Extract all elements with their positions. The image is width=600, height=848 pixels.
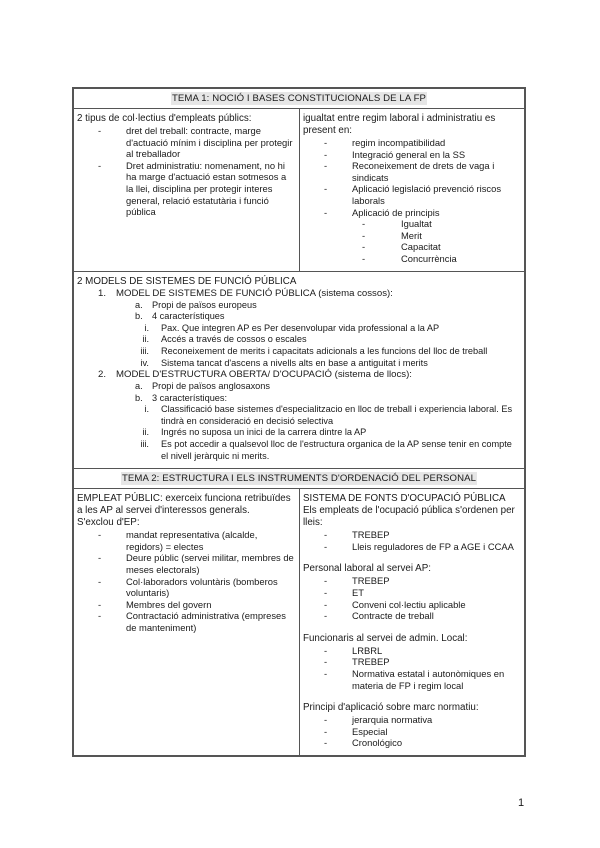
item-letter: a. <box>135 381 143 392</box>
list-item <box>77 300 521 312</box>
igualtat-lead: igualtat entre regim laboral i administratiu es present en: <box>303 113 496 136</box>
igualtat-list <box>303 137 521 265</box>
principis-label: Aplicació de principis <box>352 206 440 218</box>
model-1-title: MODEL DE SISTEMES DE FUNCIÓ PÚBLICA (sistema cossos): <box>116 287 393 299</box>
roman-num: i. <box>144 322 149 333</box>
list-item: - Deure públic (servei militar, membres de meses electorals) <box>77 552 296 575</box>
item-text: Accés a través de cossos o escales <box>161 334 307 345</box>
roman-num: ii. <box>142 427 149 438</box>
exclusions-list <box>77 529 296 633</box>
principle-text: Capacitat <box>401 241 441 253</box>
collectius-lead: 2 tipus de col·lectius d'empleats públics: <box>77 113 252 124</box>
models-title: 2 MODELS DE SISTEMES DE FUNCIÓ PÚBLICA <box>77 275 297 287</box>
model-2-sublist <box>116 381 521 462</box>
list-item <box>47 427 521 439</box>
notes-table <box>72 87 526 757</box>
tema1-row <box>74 109 524 272</box>
list-item: - Contractació administrativa (empreses de manteniment) <box>77 610 296 633</box>
models-cell <box>74 272 524 470</box>
list-item: - TREBEP <box>303 575 521 587</box>
models-list <box>77 288 521 463</box>
tema2-header <box>74 469 524 489</box>
fonts-title: SISTEMA DE FONTS D'OCUPACIÓ PÚBLICA <box>303 493 506 505</box>
list-item <box>303 253 521 265</box>
laboral-list <box>303 575 521 621</box>
principi-title: Principi d'aplicació sobre marc normatiu: <box>303 702 479 714</box>
roman-num: iii. <box>140 439 149 450</box>
list-item <box>303 218 521 230</box>
list-item: - dret del treball: contracte, marge d'actuació mínim i disciplina per protegir al treballador <box>77 125 296 160</box>
list-item: - Aplicació legislació prevenció riscos laborals <box>303 183 521 206</box>
exclusions-label: S'exclou d'EP: <box>77 517 140 529</box>
item-text: Propi de països europeus <box>152 299 257 310</box>
item-letter: a. <box>135 299 143 310</box>
item-text: 3 característiques: <box>152 392 228 403</box>
roman-num: iii. <box>140 345 149 356</box>
model-2-num: 2. <box>98 369 107 381</box>
tema2-title: TEMA 2: ESTRUCTURA I ELS INSTRUMENTS D'ORDENACIÓ DEL PERSONAL <box>121 473 477 485</box>
page-number: 1 <box>518 797 525 809</box>
fonts-intro-list <box>303 529 521 552</box>
item-text: Es pot accedir a qualsevol lloc de l'estructura organica de la AP sense tenir en compte el nivell jeràrquic ni merits. <box>161 439 512 461</box>
list-item: - Membres del govern <box>77 599 296 611</box>
list-item <box>303 207 521 265</box>
list-item: - Reconeixement de drets de vaga i sindicats <box>303 160 521 183</box>
item-text: Pax. Que integren AP es Per desenvolupar vida professional a la AP <box>161 322 440 333</box>
list-item: - Dret administratiu: nomenament, no hi ha marge d'actuació estan sotmesos a la llei, disciplina per protegir interes general, relació estatutària i funció pública <box>77 160 296 218</box>
list-item: - Especial <box>303 726 521 738</box>
item-text: Reconeixement de merits i capacitats adicionals a les funcions del lloc de treball <box>161 345 488 356</box>
list-item <box>77 393 521 463</box>
list-item: - Conveni col·lectiu aplicable <box>303 599 521 611</box>
list-item: - TREBEP <box>303 529 521 541</box>
principle-text: Igualtat <box>401 218 432 230</box>
tema2-row <box>74 489 524 755</box>
roman-num: iv. <box>140 357 149 368</box>
model-2 <box>77 369 521 462</box>
local-list <box>303 645 521 691</box>
characteristics-list <box>122 404 521 462</box>
principle-text: Merit <box>401 229 422 241</box>
list-item <box>77 311 521 369</box>
tema2-right-cell <box>300 489 524 755</box>
tema1-left-cell <box>74 109 300 271</box>
list-item <box>77 381 521 393</box>
model-1-num: 1. <box>98 287 107 299</box>
list-item <box>47 334 521 346</box>
list-item: - Integració general en la SS <box>303 149 521 161</box>
item-letter: b. <box>135 311 143 322</box>
list-item: - ET <box>303 587 521 599</box>
empleat-public-definition: EMPLEAT PÚBLIC: exerceix funciona retribuïdes a les AP al servei d'interessos generals. <box>77 493 291 517</box>
model-2-title: MODEL D'ESTRUCTURA OBERTA/ D'OCUPACIÓ (sistema de llocs): <box>116 369 412 381</box>
list-item: - Normativa estatal i autonòmiques en materia de FP i regim local <box>303 668 521 691</box>
collectius-list <box>77 125 296 218</box>
tema2-left-cell <box>74 489 300 755</box>
list-item <box>47 346 521 358</box>
model-1 <box>77 288 521 370</box>
principi-list <box>303 714 521 749</box>
list-item <box>47 358 521 370</box>
item-text: Ingrés no suposa un inici de la carrera dintre la AP <box>161 427 367 438</box>
list-item <box>303 241 521 253</box>
principis-list <box>303 218 521 264</box>
list-item <box>47 323 521 335</box>
list-item: - LRBRL <box>303 645 521 657</box>
tema1-title: TEMA 1: NOCIÓ I BASES CONSTITUCIONALS DE LA FP <box>171 93 427 104</box>
list-item: - Contracte de treball <box>303 610 521 622</box>
list-item: - mandat representativa (alcalde, regidors) = electes <box>77 529 296 552</box>
list-item: - jerarquia normativa <box>303 714 521 726</box>
list-item <box>47 439 521 462</box>
roman-num: ii. <box>142 334 149 345</box>
roman-num: i. <box>144 404 149 415</box>
local-title: Funcionaris al servei de admin. Local: <box>303 632 468 644</box>
list-item: - regim incompatibilidad <box>303 137 521 149</box>
fonts-intro: Els empleats de l'ocupació pública s'ordenen per lleis: <box>303 505 515 529</box>
item-text: 4 característiques <box>152 311 225 322</box>
tema1-header <box>74 89 524 109</box>
item-text: Classificació base sistemes d'especialitzacio en lloc de treball i experiencia laboral. Es tindrà en consideració en decisió selectiva <box>161 404 513 426</box>
characteristics-list <box>122 323 521 369</box>
item-text: Propi de països anglosaxons <box>152 381 270 392</box>
list-item: - Col·laboradors voluntàris (bomberos voluntaris) <box>77 576 296 599</box>
list-item <box>303 230 521 242</box>
item-text: Sistema tancat d'ascens a nivells alts en base a antiguitat i merits <box>161 357 428 368</box>
list-item: - Cronológico <box>303 737 521 749</box>
laboral-title: Personal laboral al servei AP: <box>303 563 431 575</box>
item-letter: b. <box>135 392 143 403</box>
list-item: - Lleis reguladores de FP a AGE i CCAA <box>303 541 521 553</box>
principle-text: Concurrència <box>401 252 457 264</box>
model-1-sublist <box>116 300 521 370</box>
list-item <box>47 404 521 427</box>
tema1-right-cell <box>300 109 524 271</box>
list-item: - TREBEP <box>303 656 521 668</box>
